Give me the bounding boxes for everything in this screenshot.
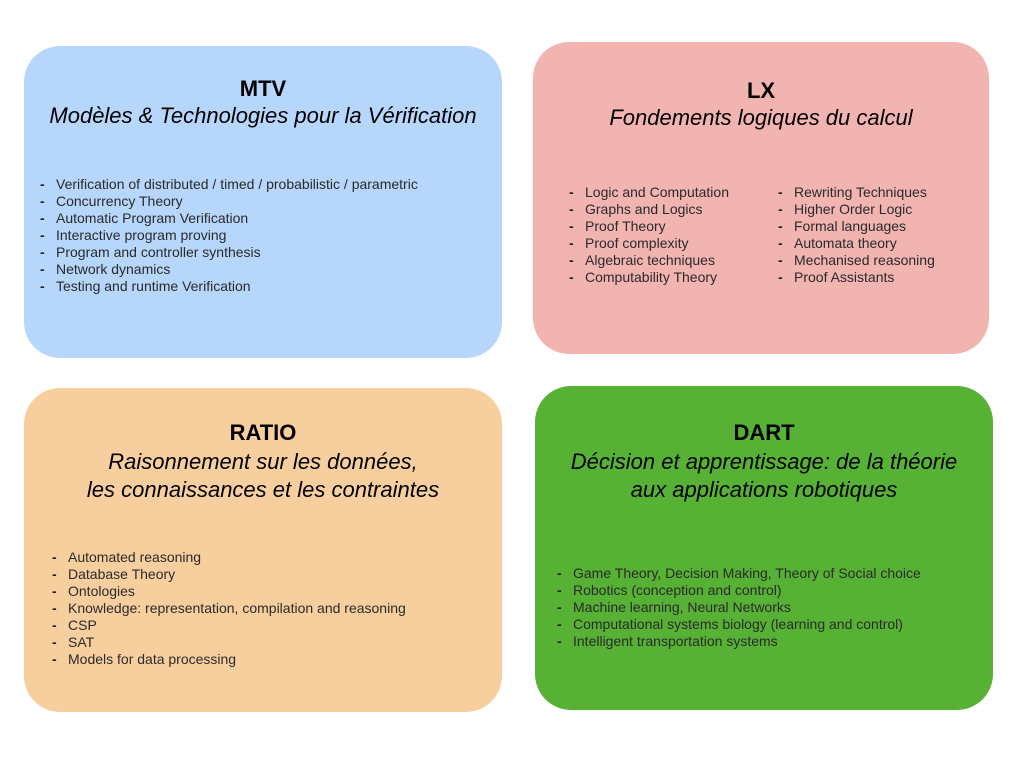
card-mtv [24, 46, 502, 358]
list-item: - Computational systems biology (learning and control) [557, 616, 903, 632]
card-dart-subtitle-line1: Décision et apprentissage: de la théorie [570, 449, 958, 474]
list-item: - Network dynamics [40, 261, 171, 277]
list-item: - Verification of distributed / timed / probabilistic / parametric [40, 176, 418, 192]
card-lx-subtitle: Fondements logiques du calcul [609, 105, 913, 130]
list-item: - Computability Theory [569, 269, 718, 285]
list-item: - Robotics (conception and control) [557, 582, 782, 598]
list-item: - Automatic Program Verification [40, 210, 249, 226]
card-dart-title: DART [733, 420, 795, 445]
list-item: - Concurrency Theory [40, 193, 183, 209]
list-item: - Machine learning, Neural Networks [557, 599, 791, 615]
list-item: - Algebraic techniques [569, 252, 715, 268]
list-item: - Game Theory, Decision Making, Theory of Social choice [557, 565, 921, 581]
card-ratio-list [52, 549, 406, 668]
card-ratio-title: RATIO [229, 420, 297, 445]
card-ratio [24, 388, 502, 712]
card-lx-list-right [778, 184, 935, 286]
card-dart [535, 386, 993, 710]
card-lx [533, 42, 989, 354]
list-item: - CSP [52, 617, 97, 633]
list-item: - SAT [52, 634, 95, 650]
list-item: - Graphs and Logics [569, 201, 703, 217]
list-item: - Database Theory [52, 566, 176, 582]
card-ratio-subtitle-line1: Raisonnement sur les données, [108, 449, 418, 474]
card-mtv-list [40, 176, 418, 295]
list-item: - Automata theory [778, 235, 897, 251]
list-item: - Logic and Computation [569, 184, 729, 200]
list-item: - Proof Theory [569, 218, 666, 234]
list-item: - Knowledge: representation, compilation and reasoning [52, 600, 406, 616]
list-item: - Automated reasoning [52, 549, 202, 565]
card-lx-title: LX [746, 78, 776, 103]
list-item: - Ontologies [52, 583, 135, 599]
list-item: - Formal languages [778, 218, 907, 234]
list-item: - Mechanised reasoning [778, 252, 935, 268]
card-lx-list-left [569, 184, 729, 286]
card-mtv-subtitle: Modèles & Technologies pour la Vérification [49, 103, 477, 128]
list-item: - Proof complexity [569, 235, 689, 251]
list-item: - Testing and runtime Verification [40, 278, 251, 294]
list-item: - Proof Assistants [778, 269, 895, 285]
list-item: - Models for data processing [52, 651, 237, 667]
list-item: - Higher Order Logic [778, 201, 913, 217]
list-item: - Interactive program proving [40, 227, 227, 243]
list-item: - Intelligent transportation systems [557, 633, 778, 649]
list-item: - Program and controller synthesis [40, 244, 261, 260]
card-dart-subtitle-line2: aux applications robotiques [630, 477, 898, 502]
card-ratio-subtitle-line2: les connaissances et les contraintes [86, 477, 440, 502]
list-item: - Rewriting Techniques [778, 184, 927, 200]
card-mtv-title: MTV [239, 76, 287, 101]
card-dart-list [557, 565, 921, 650]
